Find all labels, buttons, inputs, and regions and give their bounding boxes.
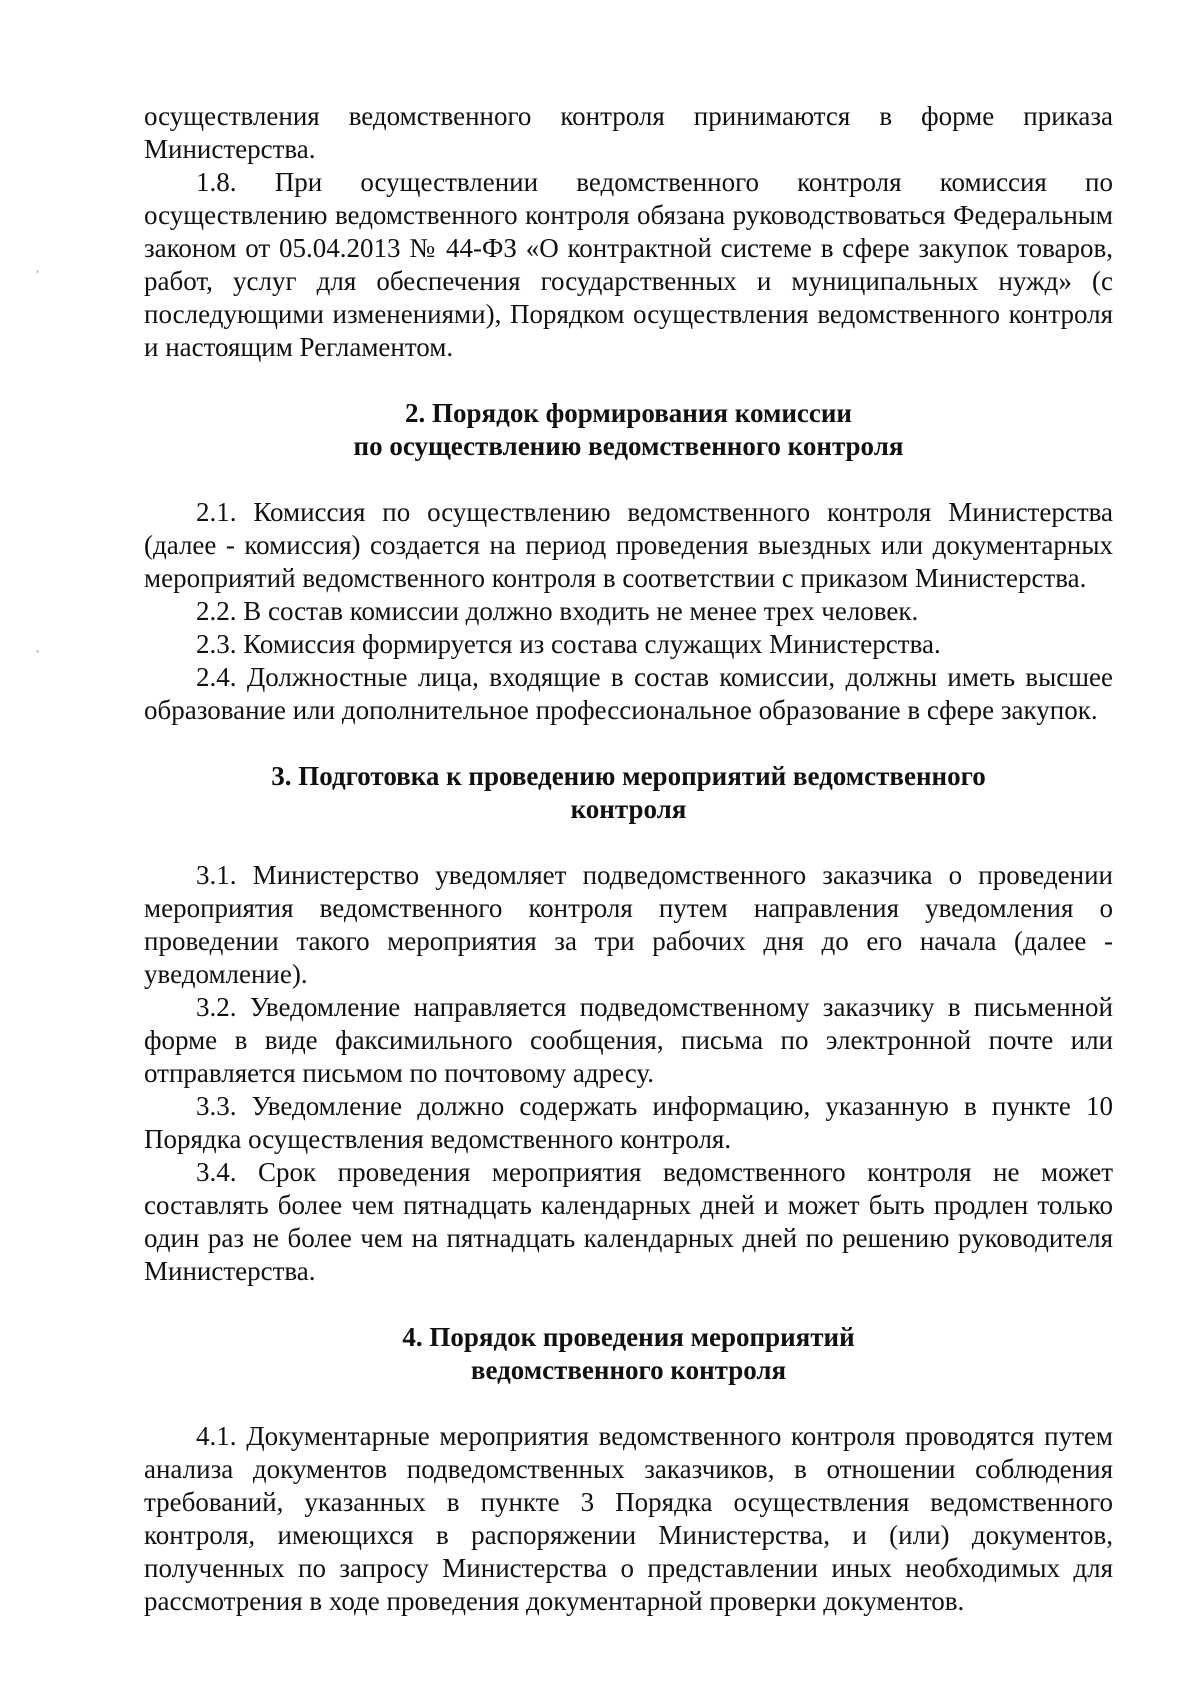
- paragraph-3-3: 3.3. Уведомление должно содержать информацию, указанную в пункте 10 Порядка осуществления ведомственного контроля.: [144, 1091, 1113, 1154]
- paragraph-2-4: 2.4. Должностные лица, входящие в состав комиссии, должны иметь высшее образование или дополнительное профессиональное образование в сфере закупок.: [144, 662, 1113, 725]
- section-2-body: [144, 496, 1113, 727]
- paragraph-1-7-end: осуществления ведомственного контроля принимаются в форме приказа Министерства.: [144, 101, 1113, 164]
- section-3-title: [144, 760, 1113, 826]
- paragraph-3-4: 3.4. Срок проведения мероприятия ведомственного контроля не может составлять более чем пятнадцать календарных дней и может быть продлен только один раз не более чем на пятнадцать календарных дней по решению руководителя Министерства.: [144, 1157, 1113, 1286]
- section-4-body: [144, 1420, 1113, 1618]
- document-body: [144, 100, 1113, 1618]
- paragraph-2-1: 2.1. Комиссия по осуществлению ведомственного контроля Министерства (далее - комиссия) создается на период проведения выездных или документарных мероприятий ведомственного контроля в соответствии с приказом Министерства.: [144, 497, 1113, 593]
- paragraph-2-2: 2.2. В состав комиссии должно входить не менее трех человек.: [196, 596, 919, 626]
- section-3-body: [144, 859, 1113, 1288]
- paragraph-3-1: 3.1. Министерство уведомляет подведомственного заказчика о проведении мероприятия ведомственного контроля путем направления уведомления о проведении такого мероприятия за три рабочих дня до его начала (далее - уведомление).: [144, 860, 1113, 989]
- paragraph-4-1: 4.1. Документарные мероприятия ведомственного контроля проводятся путем анализа документов подведомственных заказчиков, в отношении соблюдения требований, указанных в пункте 3 Порядка осуществления ведомственного контроля, имеющихся в распоряжении Министерства, и (или) документов, полученных по запросу Министерства о представлении иных необходимых для рассмотрения в ходе проведения документарной проверки документов.: [144, 1421, 1113, 1616]
- section-4-title-line-1: 4. Порядок проведения мероприятий: [402, 1322, 855, 1352]
- scan-artifact: [36, 270, 39, 273]
- section-3-title-line-1: 3. Подготовка к проведению мероприятий ведомственного: [271, 761, 986, 791]
- paragraph-3-2: 3.2. Уведомление направляется подведомственному заказчику в письменной форме в виде факсимильного сообщения, письма по электронной почте или отправляется письмом по почтовому адресу.: [144, 992, 1113, 1088]
- section-2-title-line-2: по осуществлению ведомственного контроля: [353, 431, 904, 461]
- paragraph-1-8: 1.8. При осуществлении ведомственного контроля комиссия по осуществлению ведомственного контроля обязана руководствоваться Федеральным законом от 05.04.2013 № 44-ФЗ «О контрактной системе в сфере закупок товаров, работ, услуг для обеспечения государственных и муниципальных нужд» (с последующими изменениями), Порядком осуществления ведомственного контроля и настоящим Регламентом.: [144, 167, 1113, 362]
- section-4-title: [144, 1321, 1113, 1387]
- scan-artifact: [36, 650, 39, 653]
- section-4-title-line-2: ведомственного контроля: [470, 1355, 787, 1385]
- section-2-title-line-1: 2. Порядок формирования комиссии: [405, 398, 852, 428]
- section-2-title: [144, 397, 1113, 463]
- paragraph-2-3: 2.3. Комиссия формируется из состава служащих Министерства.: [196, 629, 941, 659]
- section-3-title-line-2: контроля: [570, 794, 687, 824]
